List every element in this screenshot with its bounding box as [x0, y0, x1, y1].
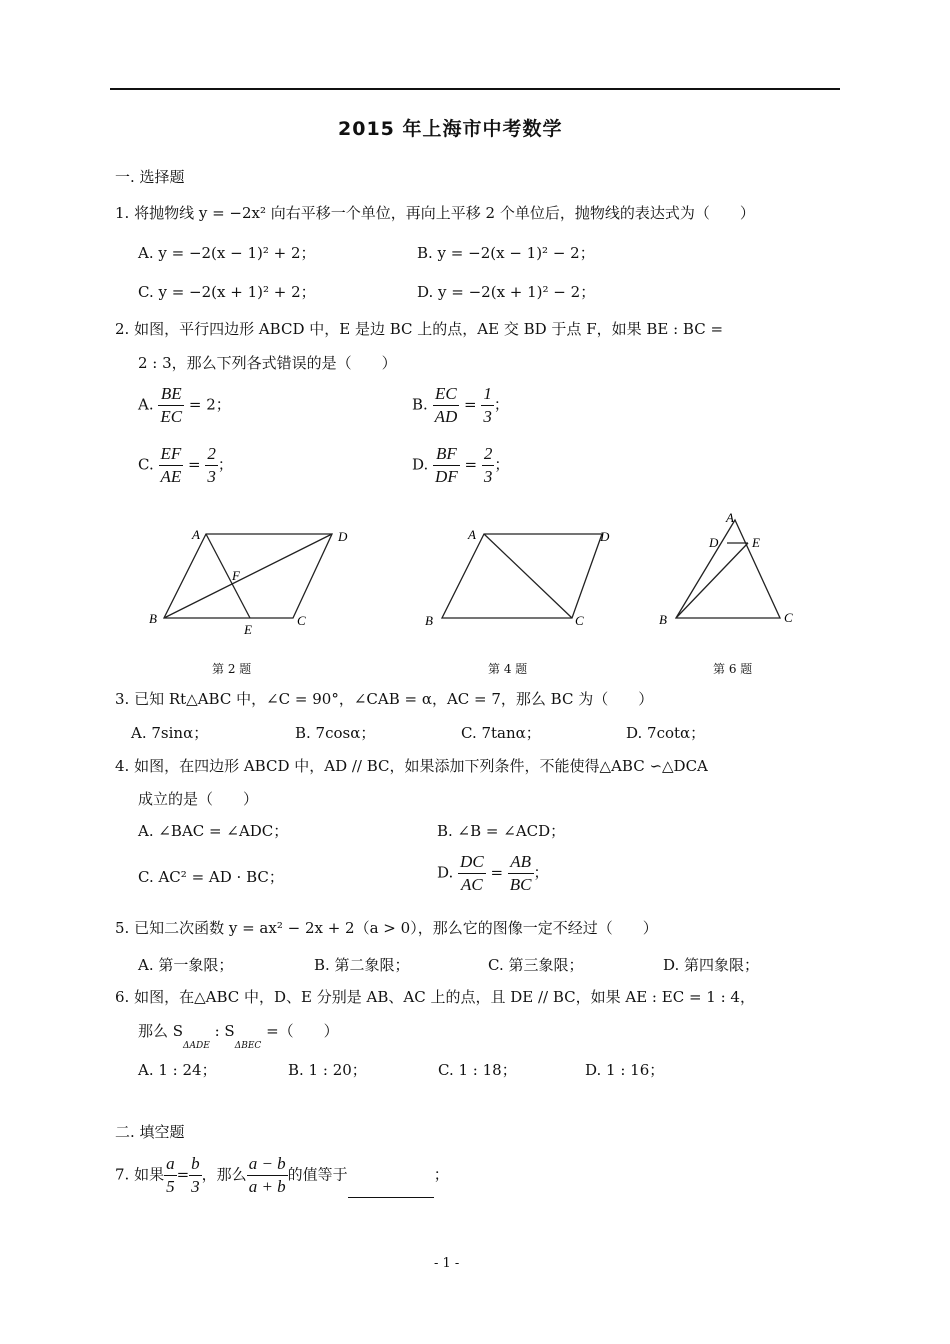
question-4-option-a: A. ∠BAC = ∠ADC；: [138, 822, 289, 840]
question-4-option-d: D. $\frac{DC}{AC}$ = $\frac{AB}{BC}$ ；: [437, 852, 549, 894]
question-3-text: 3. 已知 Rt△ABC 中，∠C = 90°，∠CAB = α，AC = 7，那么 BC 为（ ）: [115, 690, 654, 708]
fraction: $\frac{a - b}{a + b}$: [248, 1154, 286, 1196]
question-2-option-a: A. $\frac{BE}{EC}$ = 2；: [138, 384, 231, 426]
figure-4-label-c: C: [575, 613, 584, 628]
fraction: $\frac{DC}{AC}$: [460, 852, 484, 894]
question-6-option-a: A. 1 : 24；: [138, 1061, 217, 1079]
question-1-text: 1. 将抛物线 y = −2x² 向右平移一个单位，再向上平移 2 个单位后，抛物线的表达式为（ ）: [115, 204, 755, 222]
question-1-option-b: B. y = −2(x − 1)² − 2；: [417, 244, 595, 262]
question-6-text-line1: 6. 如图，在△ABC 中，D、E 分别是 AB、AC 上的点，且 DE // BC，如果 AE : EC = 1 : 4，: [115, 988, 755, 1006]
fraction: $\frac{2}{3}$: [483, 444, 493, 486]
question-5-option-b: B. 第二象限；: [314, 956, 410, 974]
figure-6-label-a: A: [726, 510, 734, 525]
fraction: $\frac{2}{3}$: [207, 444, 216, 486]
figure-2-caption: 第 2 题: [212, 662, 252, 676]
fraction: $\frac{EC}{AD}$: [434, 384, 458, 426]
figure-6-label-d: D: [709, 535, 719, 550]
question-3-option-a: A. 7sinα；: [131, 724, 209, 742]
figure-6-label-e: E: [752, 535, 760, 550]
question-6-option-c: C. 1 : 18；: [438, 1061, 517, 1079]
question-5-option-c: C. 第三象限；: [488, 956, 584, 974]
question-6-text-line2: 那么 $S_{\Delta ADE}$ : $S_{\Delta BEC}$ =（ ）: [138, 1022, 339, 1051]
fraction: $\frac{AB}{BC}$: [509, 852, 532, 894]
figure-4-label-b: B: [425, 613, 433, 628]
figure-4-label-d: D: [600, 529, 610, 544]
fraction: $\frac{BF}{DF}$: [435, 444, 458, 486]
figure-4-label-a: A: [468, 527, 476, 542]
page-number: - 1 -: [434, 1256, 460, 1271]
figure-6-label-b: B: [659, 612, 667, 627]
question-1-option-c: C. y = −2(x + 1)² + 2；: [138, 283, 316, 301]
question-4-text-line1: 4. 如图，在四边形 ABCD 中，AD // BC，如果添加下列条件，不能使得△ABC ∽△DCA: [115, 757, 708, 775]
question-3-option-d: D. 7cotα；: [626, 724, 706, 742]
figure-2-label-e: E: [244, 622, 252, 637]
figure-2-diagram: [140, 518, 360, 638]
figure-6-label-c: C: [784, 610, 793, 625]
fraction: $\frac{b}{3}$: [191, 1154, 200, 1196]
question-2-option-d: D. $\frac{BF}{DF}$ = $\frac{2}{3}$ ；: [412, 444, 510, 486]
fraction: $\frac{BE}{EC}$: [160, 384, 183, 426]
figure-2-label-d: D: [338, 529, 348, 544]
question-4-option-b: B. ∠B = ∠ACD；: [437, 822, 566, 840]
section-fill-heading: 二. 填空题: [115, 1123, 185, 1141]
fraction: $\frac{EF}{AE}$: [160, 444, 182, 486]
question-4-text-line2: 成立的是（ ）: [138, 790, 259, 808]
figure-2-label-f: F: [232, 568, 240, 583]
question-1-option-d: D. y = −2(x + 1)² − 2；: [417, 283, 596, 301]
question-5-option-d: D. 第四象限；: [663, 956, 760, 974]
question-5-option-a: A. 第一象限；: [138, 956, 234, 974]
question-7-text: 7. 如果 $\frac{a}{5}$ = $\frac{b}{3}$ ，那么 $\frac{a - b}{a + b}$ 的值等于 ；: [115, 1154, 449, 1196]
question-6-option-b: B. 1 : 20；: [288, 1061, 367, 1079]
figure-6-diagram: [650, 506, 810, 636]
answer-blank[interactable]: [348, 1181, 434, 1198]
fraction: $\frac{1}{3}$: [483, 384, 492, 426]
question-2-text-line1: 2. 如图，平行四边形 ABCD 中，E 是边 BC 上的点，AE 交 BD 于点 F，如果 BE : BC =: [115, 320, 724, 338]
question-2-option-c: C. $\frac{EF}{AE}$ = $\frac{2}{3}$ ；: [138, 444, 233, 486]
section-choice-heading: 一. 选择题: [115, 168, 185, 186]
question-3-option-b: B. 7cosα；: [295, 724, 376, 742]
question-2-text-line2: 2 : 3，那么下列各式错误的是（ ）: [138, 354, 397, 372]
question-6-option-d: D. 1 : 16；: [585, 1061, 665, 1079]
question-1-option-a: A. y = −2(x − 1)² + 2；: [138, 244, 316, 262]
figure-2-label-b: B: [149, 611, 157, 626]
figure-4-diagram: [420, 518, 620, 638]
page-title: 2015 年上海市中考数学: [338, 118, 563, 140]
question-2-option-b: B. $\frac{EC}{AD}$ = $\frac{1}{3}$ ；: [412, 384, 509, 426]
figure-4-caption: 第 4 题: [488, 662, 528, 676]
top-rule: [110, 88, 840, 90]
figure-2-label-a: A: [192, 527, 200, 542]
question-5-text: 5. 已知二次函数 y = ax² − 2x + 2（a > 0），那么它的图像一定不经过（ ）: [115, 919, 658, 937]
question-4-option-c: C. AC² = AD · BC；: [138, 868, 284, 886]
question-3-option-c: C. 7tanα；: [461, 724, 541, 742]
fraction: $\frac{a}{5}$: [166, 1154, 175, 1196]
figure-2-label-c: C: [297, 613, 306, 628]
figure-6-caption: 第 6 题: [713, 662, 753, 676]
